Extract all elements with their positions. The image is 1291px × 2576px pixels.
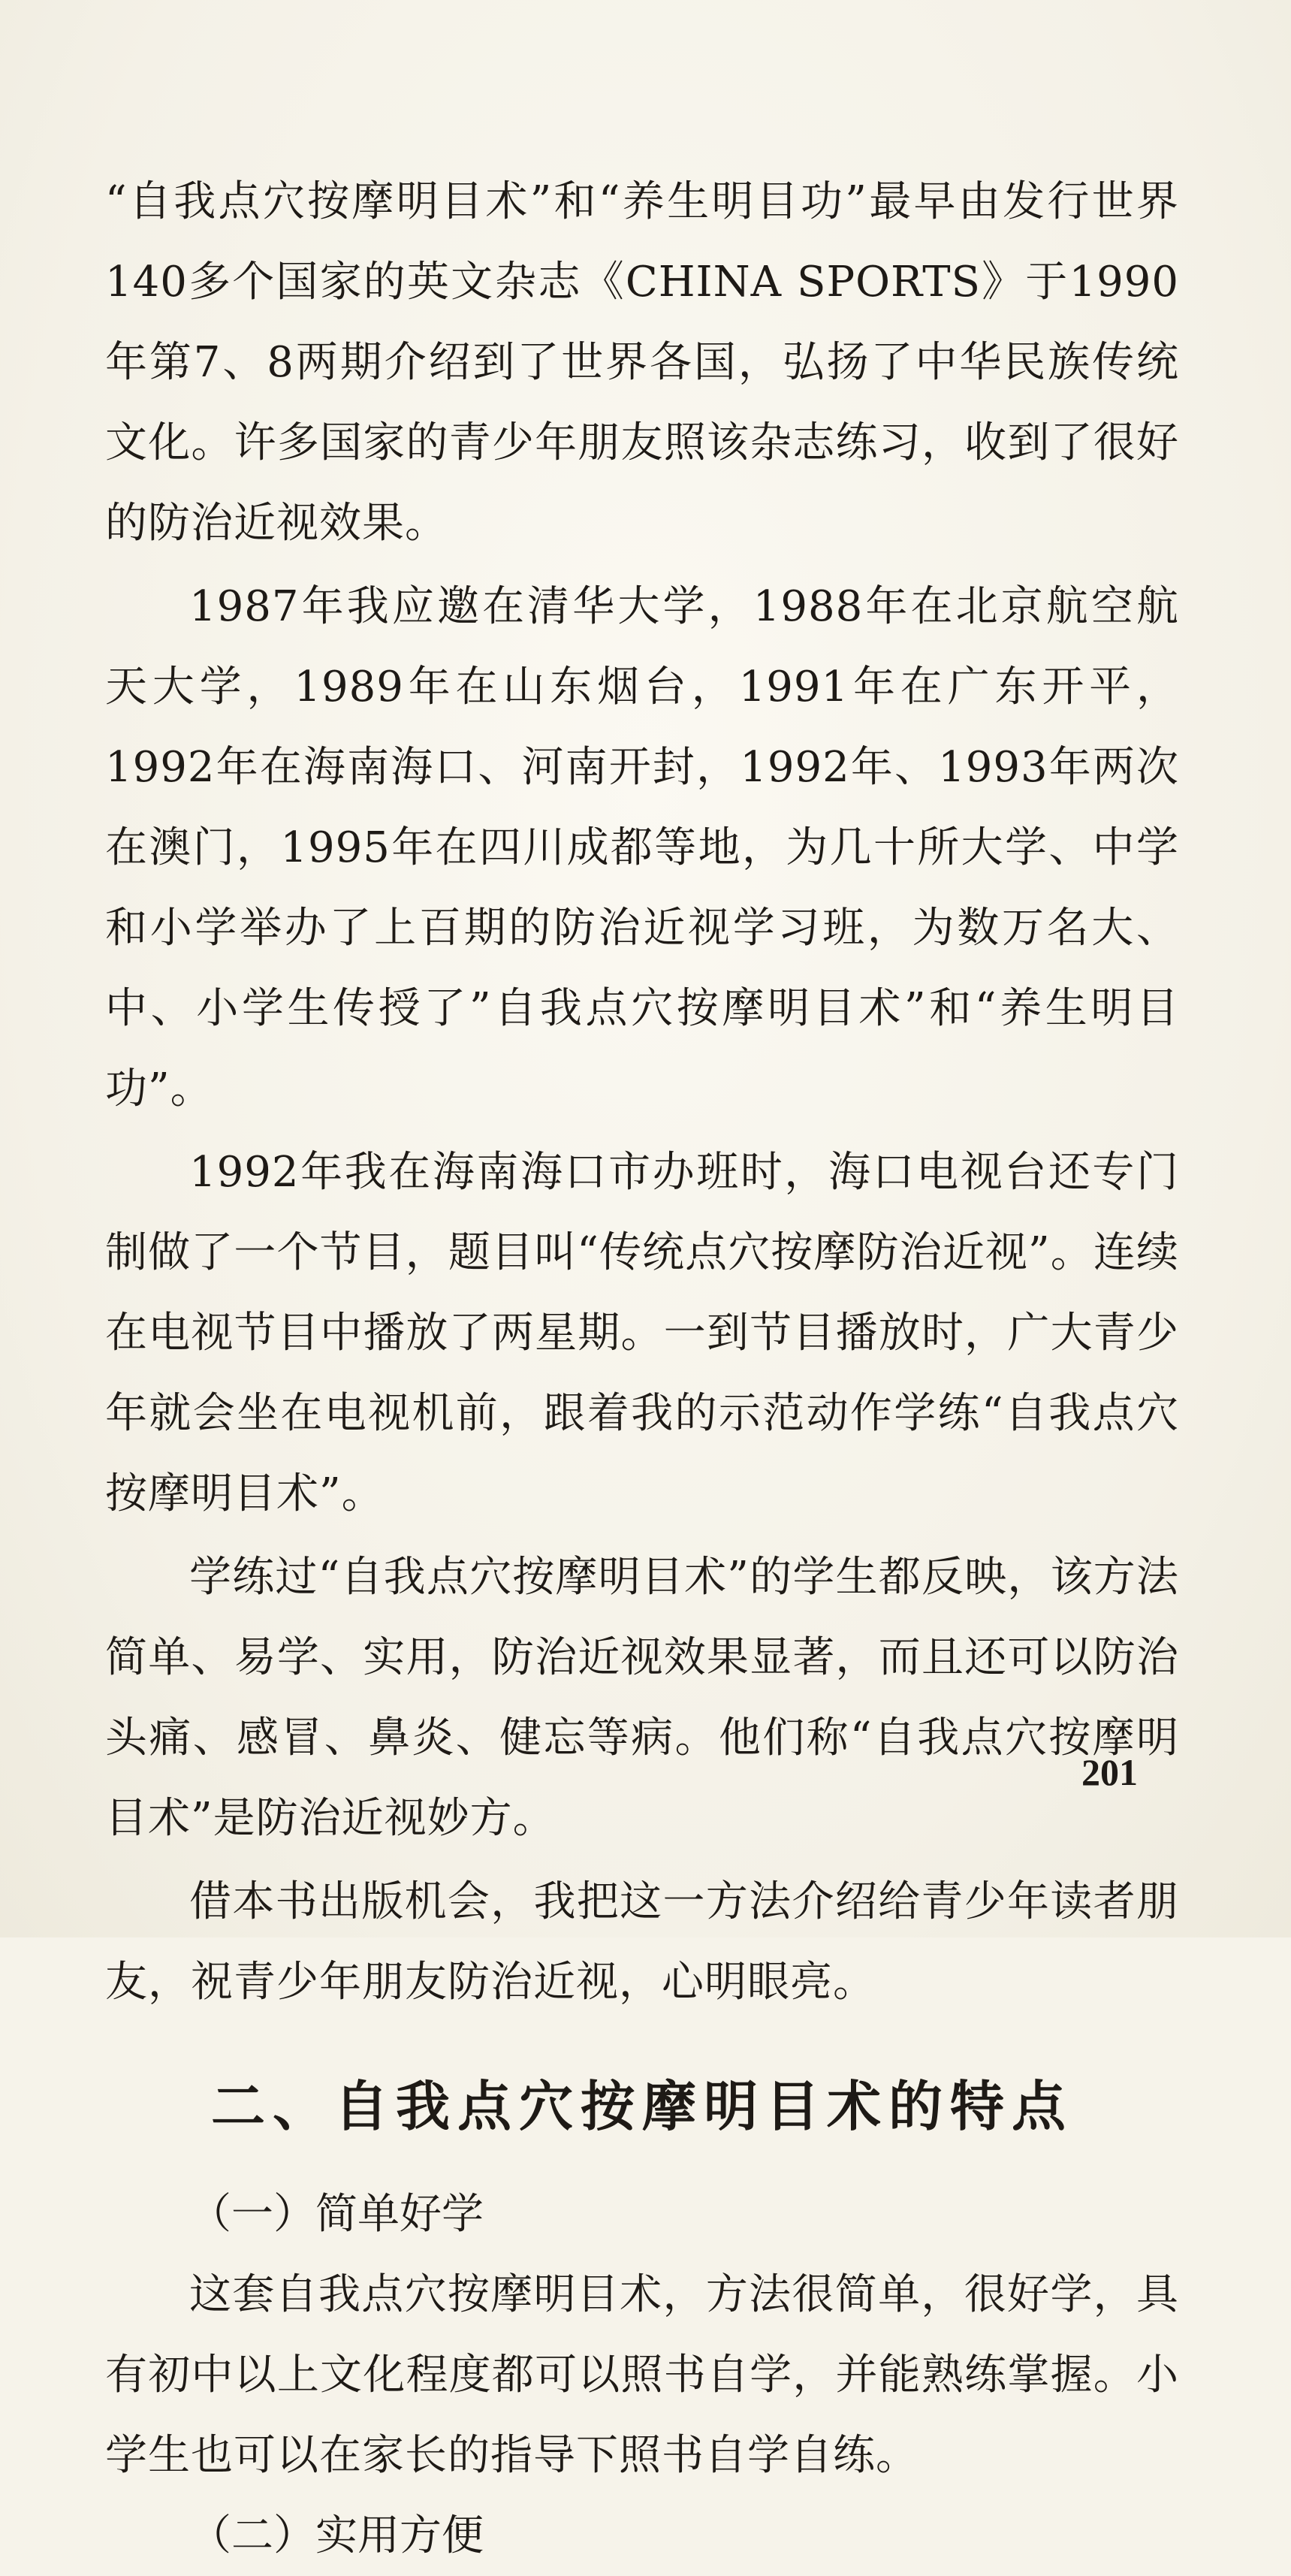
subsection-heading-2: （二）实用方便 — [189, 2511, 484, 2560]
paragraph-1: “自我点穴按摩明目术”和“养生明目功”最早由发行世界140多个国家的英文杂志《CHINA SPORTS》于1990年第7、8两期介绍到了世界各国，弘扬了中华民族传统文化。许多国家的青少年朋友照该杂志练习，收到了很好的防治近视效果。 — [105, 177, 1179, 548]
paragraph-3: 1992年我在海南海口市办班时，海口电视台还专门制做了一个节目，题目叫“传统点穴按摩防治近视”。连续在电视节目中播放了两星期。一到节目播放时，广大青少年就会坐在电视机前，跟着我的示范动作学练“自我点穴按摩明目术”。 — [105, 1148, 1179, 1518]
page-body — [105, 162, 1179, 2576]
subsection-body-1: 这套自我点穴按摩明目术，方法很简单，很好学，具有初中以上文化程度都可以照书自学，并能熟练掌握。小学生也可以在家长的指导下照书自学自练。 — [105, 2270, 1179, 2480]
page-number: 201 — [1081, 1751, 1138, 1793]
paragraph-4: 学练过“自我点穴按摩明目术”的学生都反映，该方法简单、易学、实用，防治近视效果显著，而且还可以防治头痛、感冒、鼻炎、健忘等病。他们称“自我点穴按摩明目术”是防治近视妙方。 — [105, 1553, 1179, 1843]
section-title: 二、自我点穴按摩明目术的特点 — [210, 2074, 1073, 2138]
subsection-heading-1: （一）简单好学 — [189, 2190, 484, 2239]
paragraph-5: 借本书出版机会，我把这一方法介绍给青少年读者朋友，祝青少年朋友防治近视，心明眼亮。 — [105, 1877, 1179, 2007]
paragraph-2: 1987年我应邀在清华大学，1988年在北京航空航天大学，1989年在山东烟台，1991年在广东开平，1992年在海南海口、河南开封，1992年、1993年两次在澳门，1995年在四川成都等地，为几十所大学、中学和小学举办了上百期的防治近视学习班，为数万名大、中、小学生传授了”自我点穴按摩明目术”和“养生明目功”。 — [105, 582, 1179, 1113]
